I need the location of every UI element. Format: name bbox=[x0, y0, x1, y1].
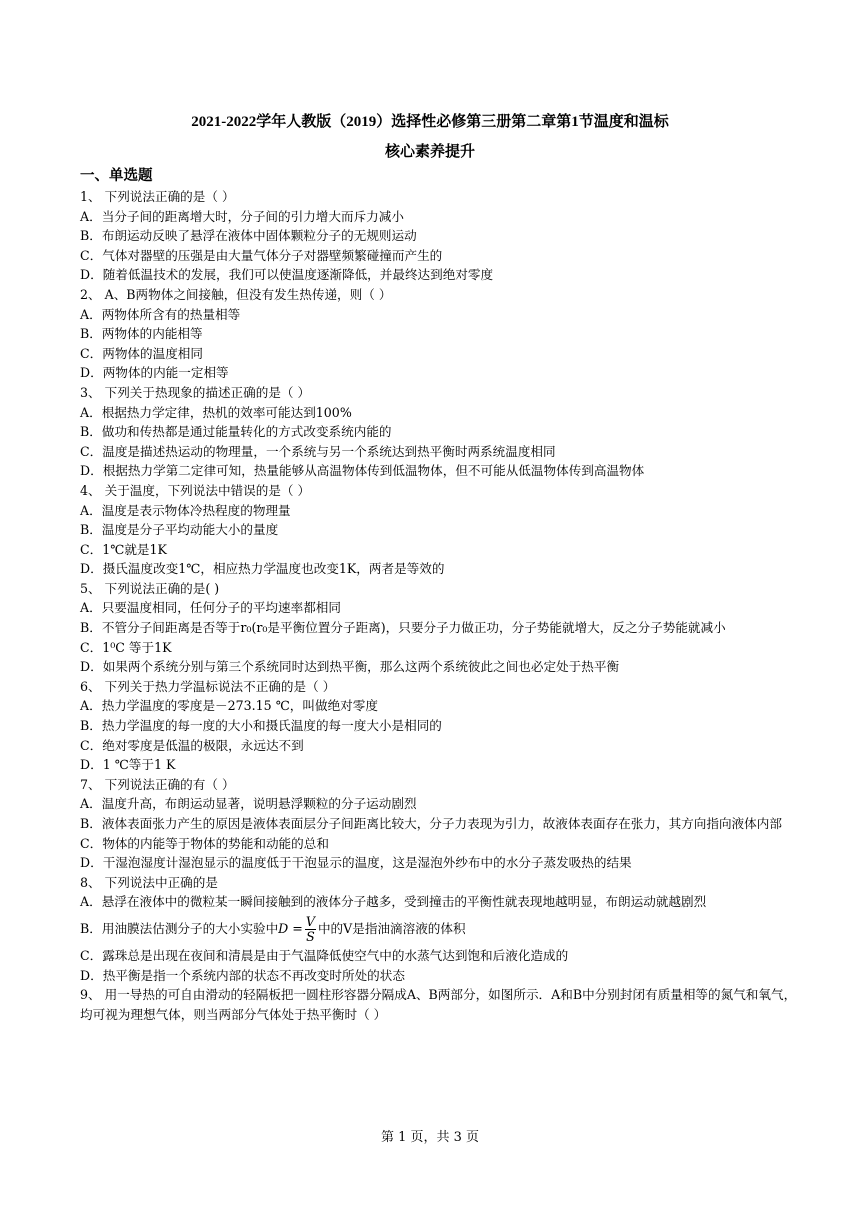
question-list bbox=[80, 187, 805, 1024]
question-4-option-b: B．温度是分子平均动能大小的量度 bbox=[80, 522, 279, 538]
question-7-stem: 7、 下列说法正确的有（ ） bbox=[80, 776, 235, 792]
option-b-prefix: B．用油膜法估测分子的大小实验中 bbox=[80, 920, 279, 936]
question-4-stem: 4、 关于温度，下列说法中错误的是（ ） bbox=[80, 482, 311, 498]
question-9-stem: 9、 用一导热的可自由滑动的轻隔板把一圆柱形容器分隔成A、B两部分，如图所示．A和B中分别封闭有质量相等的氮气和氧气，均可视为理想气体，则当两部分气体处于热平衡时（ ） bbox=[80, 987, 797, 1022]
question-2-option-c: C．两物体的温度相同 bbox=[80, 345, 203, 361]
question-6-option-b: B．热力学温度的每一度的大小和摄氏温度的每一度大小是相同的 bbox=[80, 718, 442, 734]
question-5-option-d: D．如果两个系统分别与第三个系统同时达到热平衡，那么这两个系统彼此之间也必定处于热平衡 bbox=[80, 659, 620, 675]
question-2-stem: 2、 A、B两物体之间接触，但没有发生热传递，则（ ） bbox=[80, 286, 392, 302]
question-1-option-c: C．气体对器壁的压强是由大量气体分子对器壁频繁碰撞而产生的 bbox=[80, 247, 443, 263]
formula-lhs: D bbox=[278, 920, 289, 936]
question-7-option-d: D．干湿泡湿度计湿泡显示的温度低于干泡显示的温度，这是湿泡外纱布中的水分子蒸发吸热的结果 bbox=[80, 855, 632, 871]
question-3-option-b: B．做功和传热都是通过能量转化的方式改变系统内能的 bbox=[80, 424, 392, 440]
question-1-stem: 1、 下列说法正确的是（ ） bbox=[80, 189, 235, 204]
formula-numerator: V bbox=[305, 913, 315, 929]
option-b-suffix: 中的V是指油滴溶液的体积 bbox=[317, 920, 466, 936]
question-5-option-c: C．1⁰C 等于1K bbox=[80, 639, 172, 655]
question-3-option-d: D．根据热力学第二定律可知，热量能够从高温物体传到低温物体，但不可能从低温物体传到高温物体 bbox=[80, 463, 645, 479]
question-6-option-c: C．绝对零度是低温的极限，永远达不到 bbox=[80, 737, 304, 753]
question-8-option-a: A．悬浮在液体中的微粒某一瞬间接触到的液体分子越多，受到撞击的平衡性就表现地越明显，布朗运动就越剧烈 bbox=[80, 894, 707, 910]
question-7-option-a: A．温度升高，布朗运动显著，说明悬浮颗粒的分子运动剧烈 bbox=[80, 796, 417, 812]
question-1-option-b: B．布朗运动反映了悬浮在液体中固体颗粒分子的无规则运动 bbox=[80, 228, 417, 244]
question-4-option-d: D．摄氏温度改变1℃，相应热力学温度也改变1K，两者是等效的 bbox=[80, 561, 445, 577]
document-subtitle: 核心素养提升 bbox=[384, 144, 475, 160]
question-5-option-a: A．只要温度相同，任何分子的平均速率都相同 bbox=[80, 600, 341, 616]
document-title: 2021-2022学年人教版（2019）选择性必修第三册第二章第1节温度和温标 bbox=[191, 114, 669, 130]
page-footer: 第 1 页，共 3 页 bbox=[380, 1130, 480, 1145]
question-6-option-d: D．1 ℃等于1 K bbox=[80, 757, 176, 773]
question-8-option-c: C．露珠总是出现在夜间和清晨是由于气温降低使空气中的水蒸气达到饱和后液化造成的 bbox=[80, 947, 569, 963]
question-2-option-a: A．两物体所含有的热量相等 bbox=[80, 306, 241, 322]
question-6-option-a: A．热力学温度的零度是－273.15 ℃，叫做绝对零度 bbox=[80, 698, 378, 714]
formula-denominator: S bbox=[306, 928, 315, 944]
question-4-option-a: A．温度是表示物体冷热程度的物理量 bbox=[80, 502, 291, 518]
question-3-stem: 3、 下列关于热现象的描述正确的是（ ） bbox=[80, 384, 311, 400]
question-7-option-c: C．物体的内能等于物体的势能和动能的总和 bbox=[80, 835, 329, 851]
question-3-option-a: A．根据热力学定律，热机的效率可能达到100% bbox=[80, 404, 352, 420]
question-3-option-c: C．温度是描述热运动的物理量，一个系统与另一个系统达到热平衡时两系统温度相同 bbox=[80, 443, 556, 459]
question-8-option-d: D．热平衡是指一个系统内部的状态不再改变时所处的状态 bbox=[80, 967, 405, 983]
question-2-option-d: D．两物体的内能一定相等 bbox=[80, 365, 229, 381]
formula-fraction bbox=[305, 915, 316, 944]
question-5-option-b: B．不管分子间距离是否等于r₀(r₀是平衡位置分子距离)，只要分子力做正功，分子势能就增大，反之分子势能就减小 bbox=[80, 620, 726, 636]
question-6-stem: 6、 下列关于热力学温标说法不正确的是（ ） bbox=[80, 678, 336, 694]
question-1-option-a: A．当分子间的距离增大时，分子间的引力增大而斥力减小 bbox=[80, 208, 404, 224]
question-7-option-b: B．液体表面张力产生的原因是液体表面层分子间距离比较大，分子力表现为引力，故液体表面存在张力，其方向指向液体内部 bbox=[80, 816, 782, 831]
question-8-stem: 8、 下列说法中正确的是 bbox=[80, 874, 218, 890]
question-2-option-b: B．两物体的内能相等 bbox=[80, 326, 203, 342]
section-heading: 一、单选题 bbox=[80, 167, 153, 184]
question-8-option-b: B．用油膜法估测分子的大小实验中D = $\frac{V}{S}$ 中的V是指油滴溶液的体积 bbox=[80, 913, 466, 944]
question-1-option-d: D．随着低温技术的发展，我们可以使温度逐渐降低，并最终达到绝对零度 bbox=[80, 267, 494, 283]
question-4-option-c: C．1℃就是1K bbox=[80, 541, 167, 557]
question-5-stem: 5、 下列说法正确的是( ) bbox=[80, 580, 220, 596]
